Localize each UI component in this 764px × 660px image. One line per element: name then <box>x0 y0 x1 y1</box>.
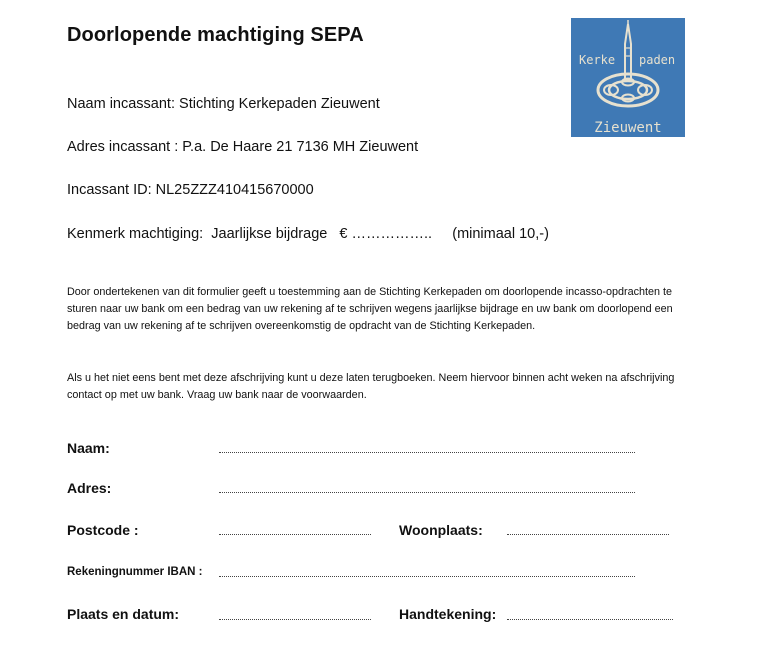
form-title: Doorlopende machtiging SEPA <box>67 24 364 46</box>
adres-label: Adres: <box>67 480 112 496</box>
plaats-datum-input-line[interactable] <box>219 619 371 620</box>
logo-text-right: paden <box>639 53 676 67</box>
reference-value: Jaarlijkse bijdrage <box>211 226 328 242</box>
postcode-label: Postcode : <box>67 522 139 538</box>
minimum-note: (minimaal 10,-) <box>452 226 549 242</box>
woonplaats-label: Woonplaats: <box>399 522 483 538</box>
mandate-reference <box>67 226 549 242</box>
logo-text-bottom: Zieuwent <box>594 120 662 136</box>
naam-label: Naam: <box>67 440 110 456</box>
plaats-datum-label: Plaats en datum: <box>67 606 180 622</box>
handtekening-label: Handtekening: <box>399 606 497 622</box>
amount-field[interactable]: € …………….. <box>339 226 433 242</box>
naam-input-line[interactable] <box>219 452 635 453</box>
creditor-id: Incassant ID: NL25ZZZ410415670000 <box>67 182 314 198</box>
logo-text-left: Kerke <box>579 53 616 67</box>
iban-input-line[interactable] <box>219 576 635 577</box>
postcode-input-line[interactable] <box>219 534 371 535</box>
reference-label: Kenmerk machtiging: <box>67 226 204 242</box>
handtekening-input-line[interactable] <box>507 619 673 620</box>
creditor-name: Naam incassant: Stichting Kerkepaden Zieuwent <box>67 96 380 112</box>
refund-paragraph: Als u het niet eens bent met deze afschrijving kunt u deze laten terugboeken. Neem hiervoor binnen acht weken na afschrijving contact op met uw bank. Vraag uw bank naar de voorwaarden. <box>67 372 675 401</box>
consent-paragraph: Door ondertekenen van dit formulier geeft u toestemming aan de Stichting Kerkepaden om doorlopende incasso-opdrachten te sturen naar uw bank om een bedrag van uw rekening af te schrijven wegens jaarlijkse bijdrage en uw bank om doorlopend een bedrag van uw rekening af te schrijven overeenkomstig de opdracht van de Stichting Kerkepaden. <box>67 286 673 332</box>
iban-label: Rekeningnummer IBAN : <box>67 566 203 578</box>
creditor-address: Adres incassant : P.a. De Haare 21 7136 MH Zieuwent <box>67 139 419 155</box>
adres-input-line[interactable] <box>219 492 635 493</box>
woonplaats-input-line[interactable] <box>507 534 669 535</box>
kerkepaden-logo <box>571 18 685 137</box>
